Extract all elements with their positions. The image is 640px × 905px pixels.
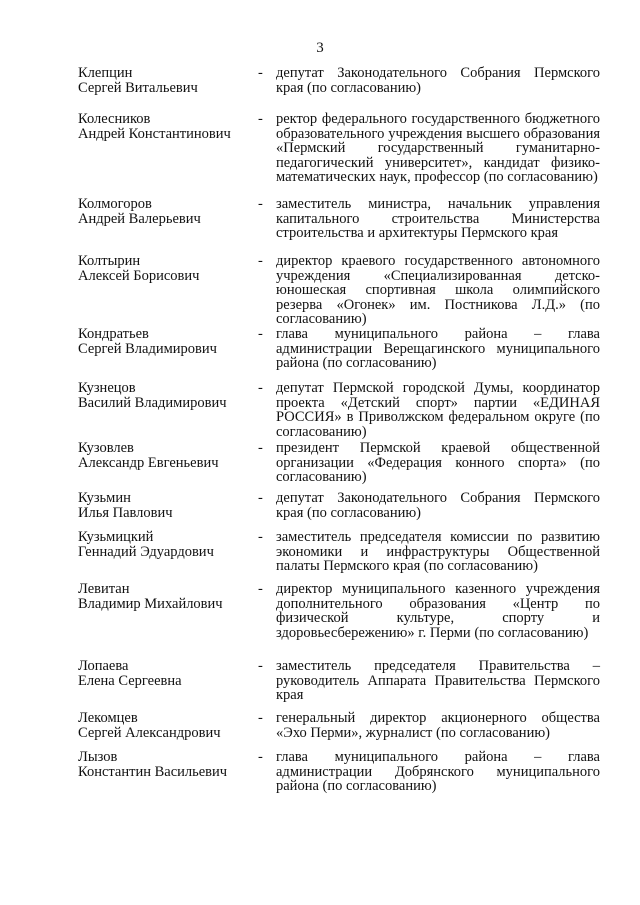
member-given-names: Геннадий Эдуардович [78,543,214,560]
separator-dash: - [258,710,263,726]
member-surname: Левитан [78,581,130,597]
member-surname: Кузнецов [78,380,136,396]
member-name [78,659,253,688]
member-position: директор краевого государственного автономного учреждения «Специализированная детско-юношеская спортивная школа олимпийского резерва «Огонек» им. Постникова Л.Д.» (по согласованию) [276,253,600,328]
member-given-names: Владимир Михайлович [78,595,223,612]
member-name [78,254,253,283]
separator-dash: - [258,749,263,765]
member-name [78,441,253,470]
member-surname: Кузовлев [78,440,134,456]
separator-dash: - [258,253,263,269]
member-name [78,197,253,226]
member-surname: Лекомцев [78,710,138,726]
member-given-names: Илья Павлович [78,504,173,521]
page-number: 3 [316,40,324,56]
member-position: директор муниципального казенного учреждения дополнительного образования «Центр по физической культуре, спорту и здоровьесбережению» г. Перми (по согласованию) [276,581,600,641]
separator-dash: - [258,440,263,456]
member-given-names: Алексей Борисович [78,267,200,284]
member-name [78,381,253,410]
member-surname: Колтырин [78,253,141,269]
separator-dash: - [258,326,263,342]
member-given-names: Елена Сергеевна [78,672,182,689]
separator-dash: - [258,111,263,127]
member-surname: Лопаева [78,658,129,674]
member-name [78,327,253,356]
member-given-names: Василий Владимирович [78,394,227,411]
member-name [78,112,253,141]
separator-dash: - [258,581,263,597]
member-given-names: Андрей Валерьевич [78,210,201,227]
member-position: глава муниципального района – глава администрации Добрянского муниципального района (по согласованию) [276,749,600,795]
member-surname: Кузьмин [78,490,131,506]
separator-dash: - [258,380,263,396]
member-position: депутат Законодательного Собрания Пермского края (по согласованию) [276,490,600,521]
member-name [78,750,253,779]
member-position: генеральный директор акционерного общества «Эхо Перми», журналист (по согласованию) [276,710,600,741]
member-position: заместитель министра, начальник управления капитального строительства Министерства строительства и архитектуры Пермского края [276,196,600,242]
member-name [78,66,253,95]
member-given-names: Константин Васильевич [78,763,228,780]
member-position: депутат Пермской городской Думы, координатор проекта «Детский спорт» партии «ЕДИНАЯ РОССИЯ» в Приволжском федеральном округе (по согласованию) [276,380,600,440]
separator-dash: - [258,65,263,81]
member-name [78,711,253,740]
member-position: заместитель председателя Правительства – руководитель Аппарата Правительства Пермского края [276,658,600,704]
member-name [78,530,253,559]
separator-dash: - [258,658,263,674]
member-given-names: Александр Евгеньевич [78,454,219,471]
member-name [78,582,253,611]
member-given-names: Сергей Александрович [78,724,221,741]
member-surname: Клепцин [78,65,133,81]
member-position: депутат Законодательного Собрания Пермского края (по согласованию) [276,65,600,96]
member-surname: Колмогоров [78,196,152,212]
member-given-names: Андрей Константинович [78,125,231,142]
member-given-names: Сергей Витальевич [78,79,198,96]
separator-dash: - [258,490,263,506]
member-surname: Колесников [78,111,151,127]
member-name [78,491,253,520]
separator-dash: - [258,196,263,212]
separator-dash: - [258,529,263,545]
member-given-names: Сергей Владимирович [78,340,217,357]
member-position: заместитель председателя комиссии по развитию экономики и инфраструктуры Общественной палаты Пермского края (по согласованию) [276,529,600,575]
member-position: президент Пермской краевой общественной организации «Федерация конного спорта» (по согласованию) [276,440,600,486]
member-surname: Кондратьев [78,326,149,342]
member-surname: Кузьмицкий [78,529,154,545]
member-surname: Лызов [78,749,118,765]
member-position: ректор федерального государственного бюджетного образовательного учреждения высшего образования «Пермский государственный гуманитарно-педагогический университет», кандидат физико-математических наук, профессор (по согласованию) [276,111,600,186]
member-position: глава муниципального района – глава администрации Верещагинского муниципального района (по согласованию) [276,326,600,372]
